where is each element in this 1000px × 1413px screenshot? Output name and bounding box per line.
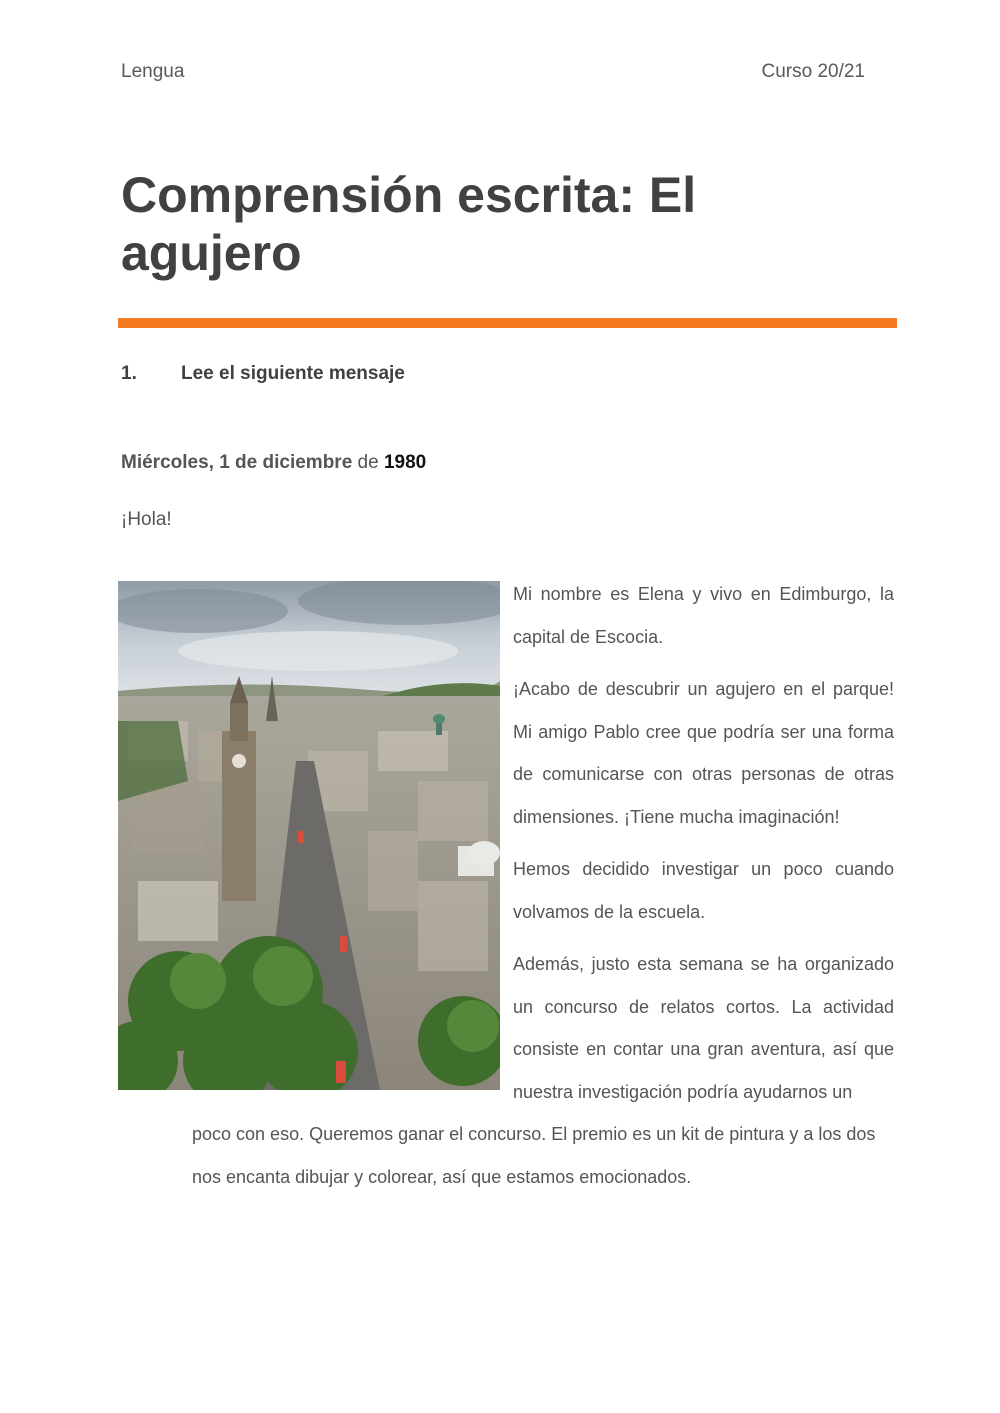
header-subject: Lengua <box>121 61 185 82</box>
title-divider <box>118 318 897 328</box>
paragraph-contest: Además, justo esta semana se ha organizado un concurso de relatos cortos. La actividad consiste en contar una gran aventura, así que nuestra investigación podría ayudarnos un <box>513 954 894 1102</box>
city-illustration <box>118 581 500 1090</box>
paragraph-plan: Hemos decidido investigar un poco cuando volvamos de la escuela. <box>513 859 894 922</box>
section-label: Lee el siguiente mensaje <box>181 363 405 384</box>
date-year: 1980 <box>383 452 427 473</box>
section-heading <box>121 363 405 385</box>
paragraph-intro: Mi nombre es Elena y vivo en Edimburgo, la capital de Escocia. <box>513 584 894 647</box>
page-title: Comprensión escrita: El agujero <box>121 167 697 281</box>
date-connector: de <box>357 452 379 473</box>
edinburgh-photo <box>118 581 500 1090</box>
paragraph-contest-continued: poco con eso. Queremos ganar el concurso. El premio es un kit de pintura y a los dos nos encanta dibujar y colorear, así que estamos emocionados. <box>192 1124 876 1187</box>
section-number: 1. <box>121 363 137 384</box>
paragraph-discovery: ¡Acabo de descubrir un agujero en el parque! Mi amigo Pablo cree que podría ser una forma de comunicarse con otras personas de otras dimensiones. ¡Tiene mucha imaginación! <box>513 679 894 827</box>
header-course: Curso 20/21 <box>761 61 865 82</box>
message-date <box>121 452 426 474</box>
message-body <box>513 573 894 1113</box>
greeting: ¡Hola! <box>121 509 172 530</box>
date-day: Miércoles, 1 de diciembre <box>121 452 353 473</box>
